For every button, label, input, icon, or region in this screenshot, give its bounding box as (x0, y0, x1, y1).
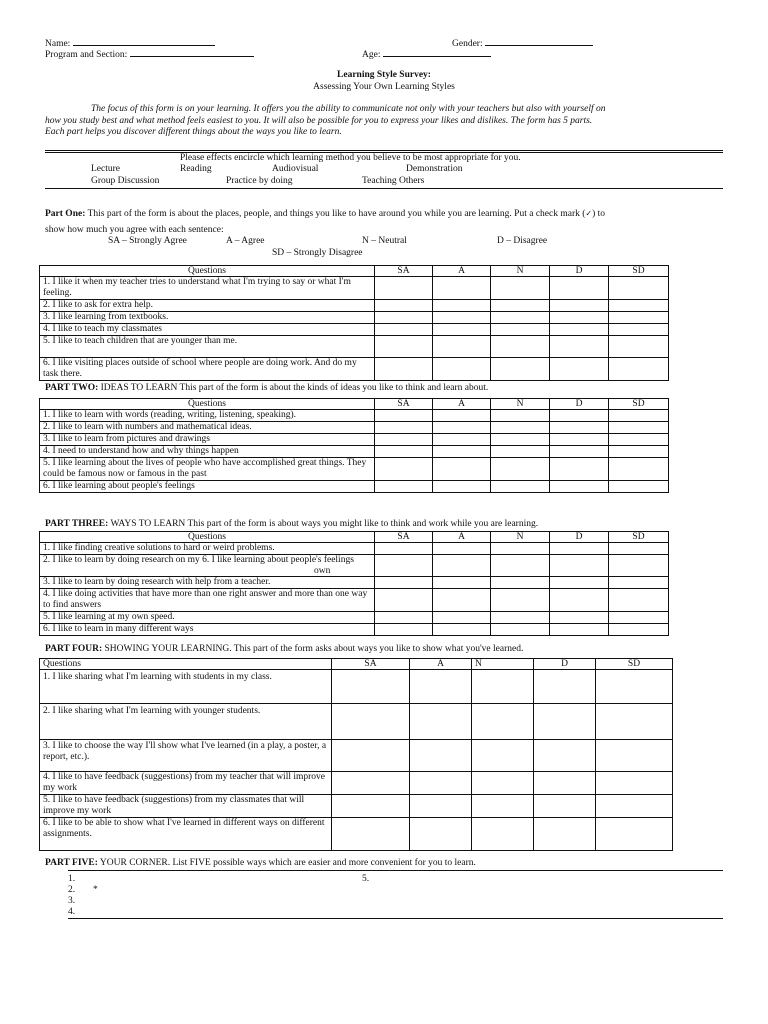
answer-cell-n[interactable] (491, 481, 550, 493)
col-sd: SD (609, 532, 669, 543)
answer-cell-n[interactable] (491, 410, 550, 422)
answer-cell-sa[interactable] (375, 577, 433, 589)
answer-cell-d[interactable] (550, 422, 609, 434)
question-text: 5. I like to teach children that are younger than me. (40, 336, 375, 358)
table-header-row (40, 532, 669, 543)
answer-cell-n[interactable] (472, 818, 534, 851)
answer-cell-sa[interactable] (375, 434, 433, 446)
col-questions: Questions (40, 532, 375, 543)
gender-input-line[interactable] (485, 37, 593, 46)
col-sd: SD (609, 399, 669, 410)
question-text: 6. I like learning about people's feelings (40, 481, 375, 493)
question-text (40, 555, 375, 577)
table-row (40, 422, 669, 434)
part-three-table (39, 531, 669, 636)
scale-n: N – Neutral (362, 236, 407, 246)
answer-cell-sa[interactable] (375, 300, 433, 312)
answer-cell-sd[interactable] (609, 612, 669, 624)
col-sa: SA (375, 399, 433, 410)
part-one-text: This part of the form is about the places, people, and things you like to have around you while you are learning. Put a check mark ( (85, 209, 586, 219)
answer-cell-sd[interactable] (596, 670, 673, 704)
question-text: 6. I like to learn in many different ways (40, 624, 375, 636)
age-label: Age: (362, 50, 381, 60)
table-row (40, 624, 669, 636)
question-text: 1. I like to learn with words (reading, writing, listening, speaking). (40, 410, 375, 422)
answer-cell-d[interactable] (550, 312, 609, 324)
col-n: N (491, 532, 550, 543)
answer-cell-n[interactable] (491, 336, 550, 358)
program-label: Program and Section: (45, 50, 128, 60)
question-text: 2. I like to ask for extra help. (40, 300, 375, 312)
list-item[interactable]: 3. (68, 896, 76, 906)
answer-cell-sd[interactable] (609, 458, 669, 481)
col-sa: SA (332, 659, 410, 670)
table-row (40, 358, 669, 381)
list-item[interactable]: 5. (362, 874, 370, 884)
method-reading[interactable]: Reading (180, 164, 212, 174)
part-two-table (39, 398, 669, 493)
answer-cell-d[interactable] (550, 481, 609, 493)
question-text: 4. I like to teach my classmates (40, 324, 375, 336)
methods-bottom-rule (45, 188, 723, 189)
answer-cell-sa[interactable] (375, 277, 433, 300)
answer-cell-d[interactable] (550, 589, 609, 612)
answer-cell-sa[interactable] (375, 481, 433, 493)
part-one-table (39, 265, 669, 381)
table-row (40, 612, 669, 624)
answer-cell-d[interactable] (550, 410, 609, 422)
col-d: D (550, 399, 609, 410)
part-one-text-end: ) to (592, 209, 606, 219)
part-two-text: This part of the form is about the kinds of ideas you like to think and learn about. (177, 383, 489, 393)
answer-cell-sa[interactable] (375, 312, 433, 324)
answer-cell-sd[interactable] (609, 300, 669, 312)
table-row (40, 670, 673, 704)
answer-cell-a[interactable] (433, 312, 491, 324)
question-text: 4. I like doing activities that have more than one right answer and more than one way to find answers (40, 589, 375, 612)
answer-cell-sd[interactable] (609, 434, 669, 446)
answer-cell-d[interactable] (550, 577, 609, 589)
answer-cell-sa[interactable] (375, 612, 433, 624)
answer-cell-sa[interactable] (375, 422, 433, 434)
part-four-table (39, 658, 673, 851)
answer-cell-d[interactable] (550, 434, 609, 446)
age-field[interactable] (362, 48, 491, 61)
answer-cell-a[interactable] (433, 577, 491, 589)
answer-cell-n[interactable] (491, 577, 550, 589)
program-input-line[interactable] (130, 48, 254, 57)
col-sd: SD (609, 266, 669, 277)
answer-cell-sa[interactable] (332, 670, 410, 704)
table-header-row (40, 399, 669, 410)
question-text: 1. I like finding creative solutions to hard or weird problems. (40, 543, 375, 555)
answer-cell-d[interactable] (550, 324, 609, 336)
answer-cell-a[interactable] (433, 555, 491, 577)
part-five-heading: PART FIVE: (45, 858, 98, 868)
part-four-heading: PART FOUR: (45, 644, 103, 654)
part-five-text: YOUR CORNER. List FIVE possible ways which are easier and more convenient for you to learn. (97, 858, 476, 868)
table-row (40, 555, 669, 577)
answer-cell-n[interactable] (491, 589, 550, 612)
answer-cell-sa[interactable] (375, 458, 433, 481)
table-row (40, 772, 673, 795)
answer-cell-n[interactable] (491, 434, 550, 446)
answer-cell-d[interactable] (534, 818, 596, 851)
answer-cell-a[interactable] (433, 624, 491, 636)
part-one-instruction: show how much you agree with each sentence: (45, 225, 224, 235)
answer-cell-a[interactable] (433, 422, 491, 434)
check-mark-icon: ✓ (585, 209, 593, 218)
part-four-subheading: SHOWING YOUR LEARNING (102, 644, 230, 654)
answer-cell-n[interactable] (472, 740, 534, 772)
answer-cell-a[interactable] (433, 481, 491, 493)
part-one-intro (45, 210, 605, 220)
answer-cell-a[interactable] (433, 410, 491, 422)
answer-cell-sd[interactable] (609, 624, 669, 636)
answer-cell-d[interactable] (550, 277, 609, 300)
question-text: 3. I like to learn by doing research with help from a teacher. (40, 577, 375, 589)
answer-cell-d[interactable] (550, 624, 609, 636)
answer-cell-sd[interactable] (596, 772, 673, 795)
method-demonstration[interactable]: Demonstration (406, 164, 463, 174)
col-sa: SA (375, 532, 433, 543)
question-text: 6. I like visiting places outside of school where people are doing work. And do my task there. (40, 358, 375, 381)
table-row (40, 543, 669, 555)
col-questions: Questions (40, 659, 332, 670)
intro-line-2: how you study best and what method feels easiest to you. It will also be possible for you to express your likes and dislikes. The form has 5 parts. (45, 116, 593, 126)
answer-cell-sa[interactable] (332, 740, 410, 772)
answer-cell-sa[interactable] (375, 624, 433, 636)
answer-cell-n[interactable] (472, 704, 534, 740)
answer-cell-a[interactable] (410, 740, 472, 772)
answer-cell-a[interactable] (410, 818, 472, 851)
gender-label: Gender: (452, 39, 483, 49)
answer-cell-d[interactable] (550, 300, 609, 312)
table-row (40, 481, 669, 493)
answer-cell-d[interactable] (534, 772, 596, 795)
table-row (40, 312, 669, 324)
answer-cell-sd[interactable] (609, 312, 669, 324)
answer-cell-sd[interactable] (596, 795, 673, 818)
col-a: A (433, 399, 491, 410)
answer-cell-n[interactable] (491, 543, 550, 555)
answer-cell-sd[interactable] (609, 543, 669, 555)
answer-cell-sa[interactable] (375, 324, 433, 336)
survey-subtitle: Assessing Your Own Learning Styles (313, 82, 455, 92)
table-row (40, 446, 669, 458)
question-text: 2. I like sharing what I'm learning with younger students. (40, 704, 332, 740)
answer-cell-sa[interactable] (375, 410, 433, 422)
answer-cell-d[interactable] (534, 670, 596, 704)
survey-title: Learning Style Survey: (337, 70, 431, 80)
method-teaching-others[interactable]: Teaching Others (362, 176, 425, 186)
scale-a: A – Agree (226, 236, 265, 246)
answer-cell-sa[interactable] (375, 589, 433, 612)
answer-cell-d[interactable] (534, 740, 596, 772)
answer-cell-a[interactable] (433, 446, 491, 458)
method-lecture[interactable]: Lecture (91, 164, 121, 174)
answer-cell-d[interactable] (550, 358, 609, 381)
answer-cell-a[interactable] (433, 300, 491, 312)
scale-sa: SA – Strongly Agree (108, 236, 187, 246)
scale-sd: SD – Strongly Disagree (272, 248, 363, 258)
table-header-row (40, 266, 669, 277)
answer-cell-sd[interactable] (609, 446, 669, 458)
table-row (40, 589, 669, 612)
question-text: 4. I like to have feedback (suggestions) from my teacher that will improve my work (40, 772, 332, 795)
answer-cell-sa[interactable] (332, 818, 410, 851)
answer-cell-n[interactable] (491, 324, 550, 336)
answer-cell-sa[interactable] (332, 795, 410, 818)
part-four-intro (45, 645, 523, 655)
answer-cell-sa[interactable] (375, 555, 433, 577)
part-two-subheading: IDEAS TO LEARN (98, 383, 178, 393)
answer-cell-a[interactable] (410, 670, 472, 704)
scale-d: D – Disagree (497, 236, 548, 246)
table-row (40, 795, 673, 818)
intro-line-1: The focus of this form is on your learning. It offers you the ability to communicate not only with your teachers but also with yourself on (91, 104, 606, 114)
col-a: A (433, 532, 491, 543)
method-audiovisual[interactable]: Audiovisual (272, 164, 319, 174)
question-text: 4. I need to understand how and why things happen (40, 446, 375, 458)
table-row (40, 458, 669, 481)
answer-cell-sd[interactable] (609, 422, 669, 434)
answer-cell-n[interactable] (491, 277, 550, 300)
answer-cell-sd[interactable] (609, 577, 669, 589)
answer-cell-n[interactable] (491, 458, 550, 481)
answer-cell-n[interactable] (491, 612, 550, 624)
question-text: 5. I like learning at my own speed. (40, 612, 375, 624)
col-d: D (550, 266, 609, 277)
part-five-intro (45, 859, 476, 869)
answer-cell-d[interactable] (550, 458, 609, 481)
part-three-intro (45, 520, 538, 530)
part-four-text: . This part of the form asks about ways you like to show what you've learned. (229, 644, 524, 654)
method-group-discussion[interactable]: Group Discussion (91, 176, 160, 186)
answer-cell-a[interactable] (410, 772, 472, 795)
col-n: N (491, 266, 550, 277)
answer-cell-a[interactable] (433, 458, 491, 481)
col-questions: Questions (40, 399, 375, 410)
table-row (40, 740, 673, 772)
answer-cell-a[interactable] (433, 589, 491, 612)
answer-cell-a[interactable] (433, 324, 491, 336)
answer-cell-sd[interactable] (609, 555, 669, 577)
answer-cell-sa[interactable] (332, 704, 410, 740)
col-questions: Questions (40, 266, 375, 277)
answer-cell-a[interactable] (433, 543, 491, 555)
answer-cell-d[interactable] (550, 543, 609, 555)
col-n: N (472, 659, 534, 670)
col-sd: SD (596, 659, 673, 670)
list-item[interactable]: 2. (68, 885, 76, 895)
part-three-text: This part of the form is about ways you might like to think and work while you are learning. (185, 519, 539, 529)
answer-cell-sd[interactable] (609, 410, 669, 422)
table-row (40, 577, 669, 589)
part-three-heading: PART THREE: (45, 519, 109, 529)
answer-cell-a[interactable] (410, 704, 472, 740)
name-label: Name: (45, 39, 71, 49)
answer-cell-sd[interactable] (609, 589, 669, 612)
question-text: 5. I like learning about the lives of people who have accomplished great things. They could be famous now or famous in the past (40, 458, 375, 481)
answer-cell-sd[interactable] (609, 324, 669, 336)
age-input-line[interactable] (383, 48, 491, 57)
col-a: A (410, 659, 472, 670)
answer-cell-n[interactable] (491, 300, 550, 312)
table-row (40, 300, 669, 312)
col-d: D (550, 532, 609, 543)
method-practice-by-doing[interactable]: Practice by doing (226, 176, 293, 186)
list-item[interactable]: 1. (68, 874, 76, 884)
table-row (40, 818, 673, 851)
answer-cell-sa[interactable] (375, 543, 433, 555)
program-field[interactable] (45, 48, 254, 61)
answer-cell-a[interactable] (433, 336, 491, 358)
answer-cell-sd[interactable] (596, 704, 673, 740)
answer-cell-n[interactable] (491, 358, 550, 381)
part-three-subheading: WAYS TO LEARN (108, 519, 186, 529)
table-row (40, 410, 669, 422)
table-row (40, 336, 669, 358)
answer-cell-d[interactable] (550, 336, 609, 358)
table-row (40, 434, 669, 446)
name-input-line[interactable] (73, 37, 215, 46)
question-text: 2. I like to learn with numbers and mathematical ideas. (40, 422, 375, 434)
answer-cell-a[interactable] (433, 277, 491, 300)
question-text: 3. I like to learn from pictures and drawings (40, 434, 375, 446)
list-item[interactable]: 4. (68, 907, 76, 917)
answer-cell-sd[interactable] (609, 277, 669, 300)
question-text: 3. I like to choose the way I'll show what I've learned (in a play, a poster, a report, etc.). (40, 740, 332, 772)
answer-cell-sd[interactable] (609, 358, 669, 381)
table-row (40, 277, 669, 300)
part-two-heading: PART TWO: (45, 383, 99, 393)
part-two-intro (45, 384, 488, 394)
answer-cell-d[interactable] (534, 704, 596, 740)
part-one-heading: Part One: (45, 209, 86, 219)
table-row (40, 704, 673, 740)
star-mark: * (93, 885, 98, 895)
answer-cell-d[interactable] (534, 795, 596, 818)
answer-cell-d[interactable] (550, 612, 609, 624)
answer-cell-n[interactable] (472, 772, 534, 795)
col-d: D (534, 659, 596, 670)
part-five-bottom-rule (68, 918, 723, 919)
overlap-word: own (314, 566, 331, 576)
question-text: 1. I like it when my teacher tries to understand what I'm trying to say or what I'm feeling. (40, 277, 375, 300)
answer-cell-n[interactable] (472, 670, 534, 704)
question-text: 6. I like to be able to show what I've learned in different ways on different assignments. (40, 818, 332, 851)
methods-instruction: Please effects encircle which learning method you believe to be most appropriate for you. (180, 153, 521, 163)
answer-cell-sd[interactable] (609, 336, 669, 358)
answer-cell-sd[interactable] (609, 481, 669, 493)
answer-cell-d[interactable] (550, 446, 609, 458)
answer-cell-n[interactable] (472, 795, 534, 818)
answer-cell-d[interactable] (550, 555, 609, 577)
question-text: 5. I like to have feedback (suggestions) from my classmates that will improve my work (40, 795, 332, 818)
table-row (40, 324, 669, 336)
question-text: 1. I like sharing what I'm learning with students in my class. (40, 670, 332, 704)
answer-cell-sd[interactable] (596, 818, 673, 851)
answer-cell-n[interactable] (491, 446, 550, 458)
answer-cell-a[interactable] (433, 434, 491, 446)
answer-cell-a[interactable] (433, 612, 491, 624)
answer-cell-a[interactable] (433, 358, 491, 381)
col-n: N (491, 399, 550, 410)
col-a: A (433, 266, 491, 277)
answer-cell-n[interactable] (491, 555, 550, 577)
col-sa: SA (375, 266, 433, 277)
answer-cell-n[interactable] (491, 312, 550, 324)
answer-cell-n[interactable] (491, 422, 550, 434)
part-five-top-rule (68, 870, 723, 871)
table-header-row (40, 659, 673, 670)
question-text: 3. I like learning from textbooks. (40, 312, 375, 324)
intro-line-3: Each part helps you discover different things about the ways you like to learn. (45, 127, 342, 137)
answer-cell-sa[interactable] (375, 336, 433, 358)
answer-cell-a[interactable] (410, 795, 472, 818)
answer-cell-sa[interactable] (375, 446, 433, 458)
answer-cell-sa[interactable] (332, 772, 410, 795)
question-text-main: 2. I like to learn by doing research on my 6. I like learning about people's feelings (43, 555, 354, 565)
answer-cell-sd[interactable] (596, 740, 673, 772)
answer-cell-sa[interactable] (375, 358, 433, 381)
answer-cell-n[interactable] (491, 624, 550, 636)
